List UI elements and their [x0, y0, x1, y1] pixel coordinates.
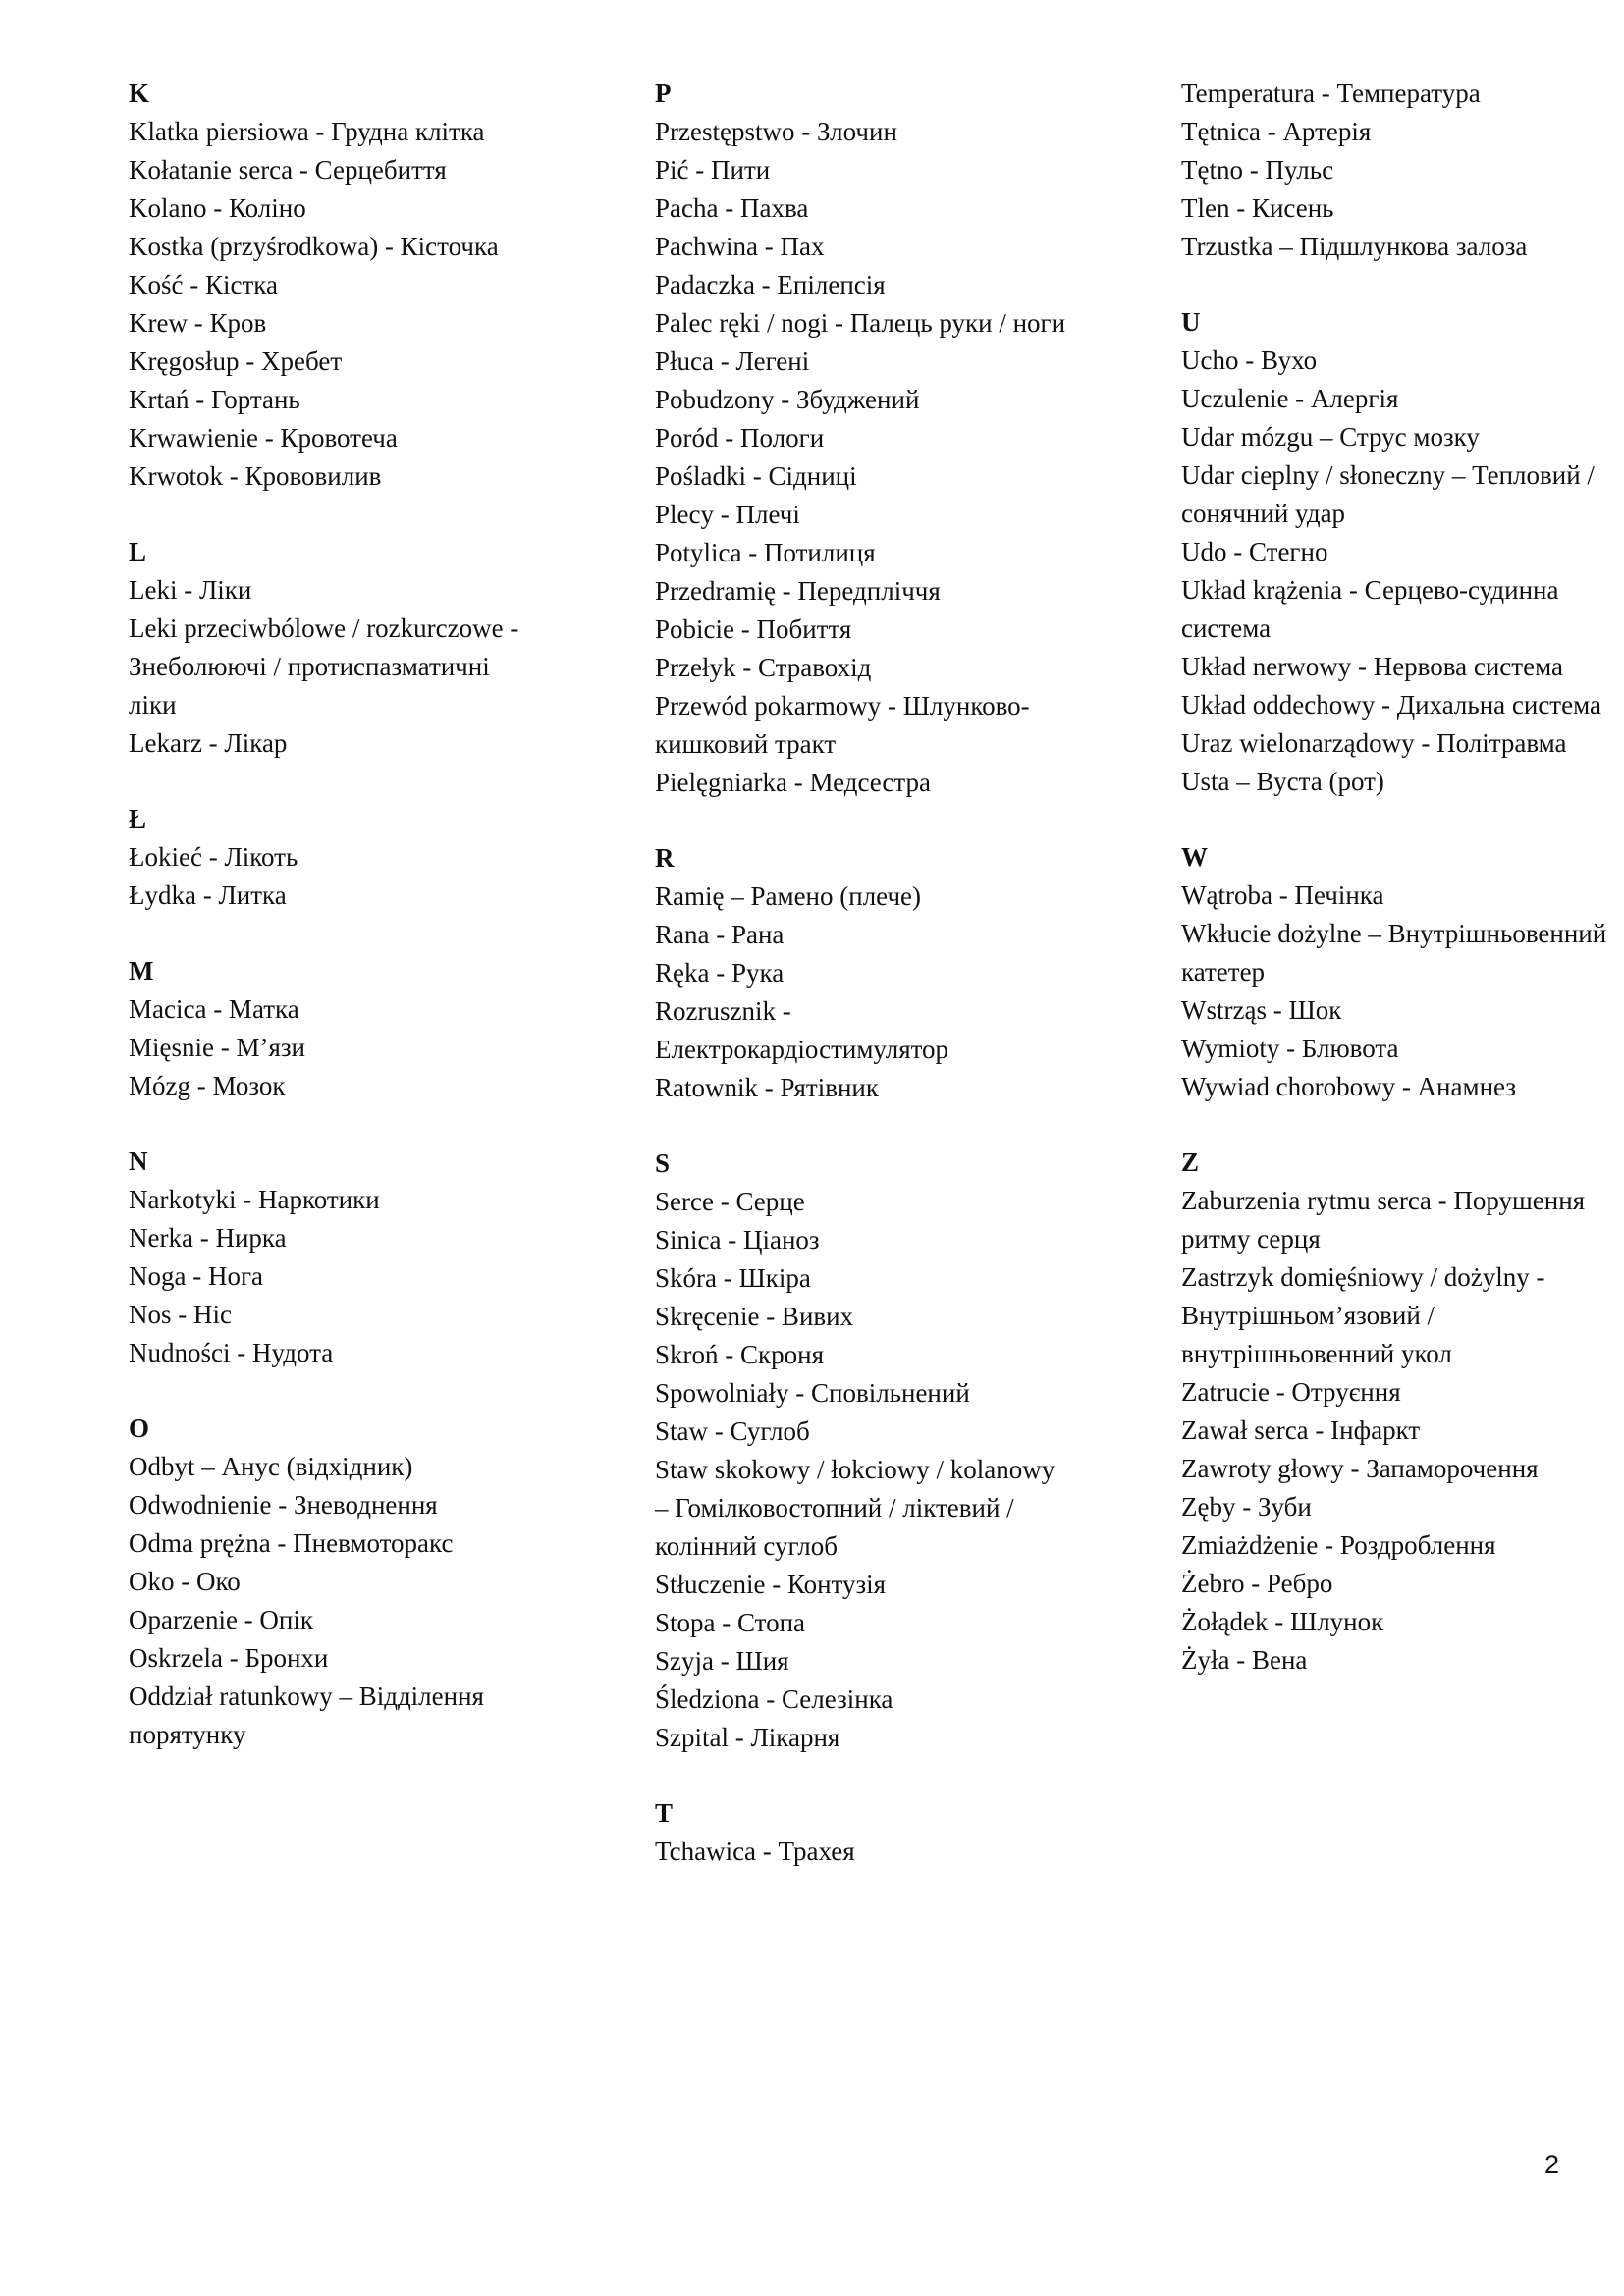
glossary-entry: Usta – Вуста (рот): [1181, 767, 1384, 796]
glossary-entry: Potylica - Потилиця: [655, 538, 876, 567]
section-letter-heading: Ł: [129, 804, 147, 833]
glossary-entry: Spowolniały - Сповільнений: [655, 1378, 970, 1408]
glossary-entry: Pośladki - Сідниці: [655, 461, 857, 491]
glossary-entry: Rozrusznik - Електрокардіостимулятор: [655, 996, 949, 1064]
glossary-entry: Pacha - Пахва: [655, 193, 809, 223]
glossary-entry: Stłuczenie - Контузія: [655, 1570, 887, 1599]
section-letter-heading: M: [129, 956, 154, 986]
glossary-entry: Ratownik - Рятівник: [655, 1073, 879, 1102]
glossary-entry: Uraz wielonarządowy - Політравма: [1181, 728, 1567, 758]
glossary-entry: Mózg - Мозок: [129, 1071, 286, 1100]
glossary-entry: Wkłucie dożylne – Внутрішньовенний катетер: [1181, 919, 1607, 987]
letter-section: [1181, 75, 1613, 266]
glossary-entry: Leki - Ліки: [129, 575, 252, 605]
glossary-entry: Pobudzony - Збуджений: [655, 385, 920, 414]
glossary-entry: Przewód pokarmowy - Шлунково-кишковий тракт: [655, 691, 1030, 759]
glossary-entry: Ręka - Рука: [655, 958, 785, 988]
glossary-entry: Nudności - Нудота: [129, 1338, 334, 1367]
glossary-entry: Padaczka - Епілепсія: [655, 270, 886, 299]
glossary-entry: Udar cieplny / słoneczny – Тепловий / сонячний удар: [1181, 460, 1595, 528]
glossary-entry: Macica - Матка: [129, 994, 299, 1024]
glossary-entry: Nerka - Нирка: [129, 1223, 287, 1253]
glossary-entry: Pobicie - Побиття: [655, 614, 852, 644]
glossary-entry: Śledziona - Селезінка: [655, 1684, 893, 1714]
glossary-entry: Skroń - Скроня: [655, 1340, 824, 1369]
section-letter-heading: W: [1181, 842, 1208, 872]
glossary-entry: Kręgosłup - Хребет: [129, 347, 343, 376]
column-1: [129, 75, 521, 1791]
letter-section: [655, 839, 1067, 1107]
letter-section: [129, 952, 521, 1105]
glossary-entry: Kostka (przyśrodkowa) - Кісточка: [129, 232, 499, 261]
glossary-entry: Układ krążenia - Серцево-судинна система: [1181, 575, 1559, 643]
glossary-entry: Krew - Кров: [129, 308, 267, 338]
section-letter-heading: T: [655, 1798, 674, 1828]
letter-section: [129, 1143, 521, 1372]
glossary-entry: Stopa - Стопа: [655, 1608, 806, 1637]
glossary-entry: Skręcenie - Вивих: [655, 1302, 854, 1331]
glossary-entry: Wywiad chorobowy - Анамнез: [1181, 1072, 1517, 1101]
glossary-entry: Kolano - Коліно: [129, 193, 306, 223]
glossary-entry: Odwodnienie - Зневоднення: [129, 1490, 438, 1520]
glossary-entry: Przełyk - Стравохід: [655, 653, 872, 682]
glossary-entry: Odma prężna - Пневмоторакс: [129, 1528, 454, 1558]
glossary-entry: Oddział ratunkowy – Відділення порятунку: [129, 1682, 484, 1749]
glossary-entry: Zaburzenia rytmu serca - Порушення ритму серця: [1181, 1186, 1586, 1254]
letter-section: [129, 800, 521, 915]
glossary-entry: Kołatanie serca - Серцебиття: [129, 155, 447, 185]
section-letter-heading: R: [655, 843, 675, 873]
glossary-entry: Ucho - Вухо: [1181, 346, 1318, 375]
section-letter-heading: O: [129, 1414, 150, 1443]
letter-section: [129, 533, 521, 763]
column-2: [655, 75, 1067, 1908]
glossary-entry: Krtań - Гортань: [129, 385, 300, 414]
glossary-entry: Łydka - Литка: [129, 881, 287, 910]
glossary-entry: Żyła - Вена: [1181, 1645, 1308, 1675]
section-letter-heading: P: [655, 79, 672, 108]
glossary-entry: Zastrzyk domięśniowy / dożylny - Внутрішньом’язовий / внутрішньовенний укол: [1181, 1262, 1545, 1368]
section-letter-heading: Z: [1181, 1148, 1200, 1177]
glossary-entry: Uczulenie - Алергія: [1181, 384, 1399, 413]
section-letter-heading: S: [655, 1148, 671, 1178]
glossary-entry: Pielęgniarka - Медсестра: [655, 768, 932, 797]
glossary-entry: Narkotyki - Наркотики: [129, 1185, 380, 1214]
section-letter-heading: L: [129, 537, 147, 566]
glossary-entry: Szpital - Лікарня: [655, 1723, 840, 1752]
glossary-entry: Odbyt – Анус (відхідник): [129, 1452, 413, 1481]
glossary-entry: Sinica - Ціаноз: [655, 1225, 820, 1255]
glossary-entry: Udo - Стегно: [1181, 537, 1328, 566]
glossary-entry: Pić - Пити: [655, 155, 771, 185]
glossary-entry: Kość - Кістка: [129, 270, 278, 299]
glossary-entry: Serce - Серце: [655, 1187, 805, 1216]
glossary-entry: Oparzenie - Опік: [129, 1605, 313, 1634]
letter-section: [655, 75, 1067, 802]
glossary-entry: Oko - Око: [129, 1567, 241, 1596]
letter-section: [655, 1794, 1067, 1871]
glossary-entry: Krwawienie - Кровотеча: [129, 423, 398, 453]
glossary-entry: Zęby - Зуби: [1181, 1492, 1312, 1522]
section-letter-heading: U: [1181, 307, 1201, 337]
glossary-entry: Temperatura - Температура: [1181, 79, 1481, 108]
glossary-entry: Wstrząs - Шок: [1181, 995, 1342, 1025]
glossary-entry: Tętno - Пульс: [1181, 155, 1334, 185]
glossary-entry: Tętnica - Артерія: [1181, 117, 1372, 146]
letter-section: [1181, 303, 1613, 801]
letter-section: [655, 1145, 1067, 1757]
glossary-entry: Krwotok - Крововилив: [129, 461, 382, 491]
glossary-entry: Żebro - Ребро: [1181, 1569, 1333, 1598]
section-letter-heading: N: [129, 1147, 148, 1176]
glossary-entry: Wątroba - Печінка: [1181, 881, 1384, 910]
letter-section: [129, 1410, 521, 1754]
glossary-entry: Poród - Пологи: [655, 423, 825, 453]
glossary-entry: Zawroty głowy - Запаморочення: [1181, 1454, 1539, 1483]
glossary-entry: Nos - Ніс: [129, 1300, 232, 1329]
glossary-entry: Mięsnie - М’язи: [129, 1033, 306, 1062]
glossary-entry: Tlen - Кисень: [1181, 193, 1334, 223]
glossary-entry: Rana - Рана: [655, 920, 785, 949]
glossary-entry: Układ nerwowy - Нервова система: [1181, 652, 1563, 681]
glossary-entry: Klatka piersiowa - Грудна клітка: [129, 117, 485, 146]
glossary-entry: Zatrucie - Отруєння: [1181, 1377, 1401, 1407]
glossary-entry: Trzustka – Підшлункова залоза: [1181, 232, 1528, 261]
glossary-entry: Udar mózgu – Струс мозку: [1181, 422, 1480, 452]
glossary-entry: Staw skokowy / łokciowy / kolanowy – Гомілковостопний / ліктевий / колінний суглоб: [655, 1455, 1056, 1561]
glossary-entry: Plecy - Плечі: [655, 500, 800, 529]
glossary-entry: Przestępstwo - Злочин: [655, 117, 897, 146]
section-letter-heading: K: [129, 79, 150, 108]
letter-section: [129, 75, 521, 496]
glossary-entry: Staw - Суглоб: [655, 1416, 810, 1446]
glossary-entry: Płuca - Легені: [655, 347, 810, 376]
glossary-entry: Ramię – Рамено (плече): [655, 881, 922, 911]
letter-section: [1181, 1144, 1613, 1680]
glossary-entry: Układ oddechowy - Дихальна система: [1181, 690, 1601, 720]
glossary-entry: Przedramię - Передпліччя: [655, 576, 941, 606]
glossary-entry: Tchawica - Трахея: [655, 1837, 855, 1866]
column-3: [1181, 75, 1613, 1717]
glossary-entry: Skóra - Шкіра: [655, 1263, 811, 1293]
page-number: 2: [1543, 2150, 1559, 2179]
glossary-entry: Oskrzela - Бронхи: [129, 1643, 329, 1673]
glossary-entry: Lekarz - Лікар: [129, 728, 288, 758]
glossary-entry: Szyja - Шия: [655, 1646, 789, 1676]
glossary-entry: Łokieć - Лікоть: [129, 842, 298, 872]
glossary-entry: Wymioty - Блювота: [1181, 1034, 1399, 1063]
glossary-entry: Noga - Нога: [129, 1261, 264, 1291]
letter-section: [1181, 838, 1613, 1106]
glossary-entry: Pachwina - Пах: [655, 232, 825, 261]
glossary-entry: Leki przeciwbólowe / rozkurczowe - Знеболюючі / протиспазматичні ліки: [129, 614, 519, 720]
glossary-entry: Palec ręki / nogi - Палець руки / ноги: [655, 308, 1066, 338]
glossary-entry: Żołądek - Шлунок: [1181, 1607, 1384, 1636]
glossary-entry: Zawał serca - Інфаркт: [1181, 1415, 1421, 1445]
glossary-entry: Zmiażdżenie - Роздроблення: [1181, 1530, 1496, 1560]
